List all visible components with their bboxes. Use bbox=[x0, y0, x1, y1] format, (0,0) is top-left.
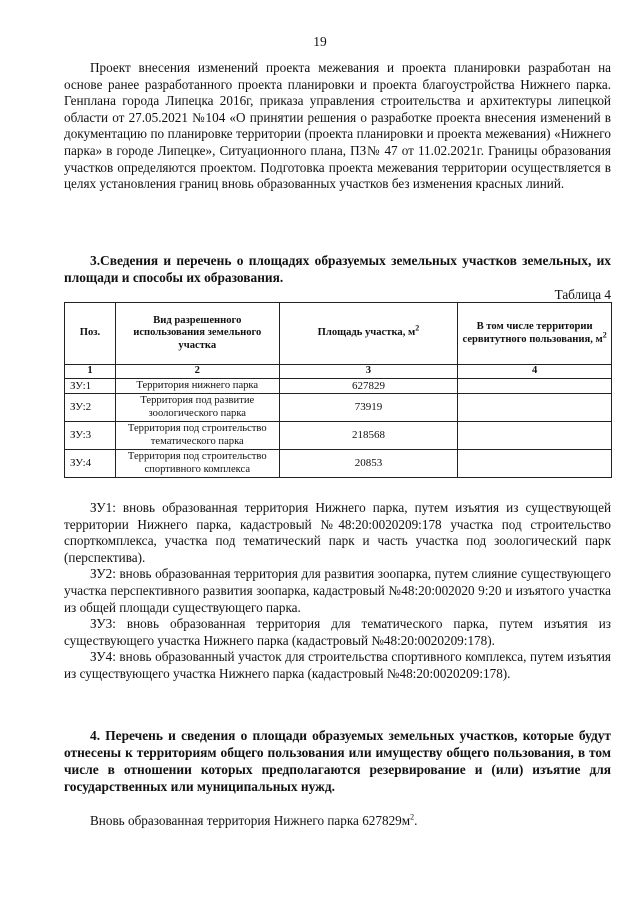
cell-area: 73919 bbox=[279, 394, 458, 422]
cell-use: Территория нижнего парка bbox=[115, 378, 279, 394]
cell-area: 218568 bbox=[279, 422, 458, 450]
intro-paragraph-block bbox=[64, 60, 611, 193]
intro-paragraph: Проект внесения изменений проекта межевания и проекта планировки разработан на основе ранее разработанного проекта планировки и проекта благоустройства Нижнего парка. Генплана города Липецка 2016г, приказа управления строительства и архитектуры липецкой области от 27.05.2021 №104 «О принятии решения о разработке проекта внесения изменений в документацию по планировке территории (проекта планировки и проекта межевания) «Нижнего парка» в городе Липецке», Ситуационного плана, ПЗ№ 47 от 11.02.2021г. Границы образования участков определяются проектом. Подготовка проекта межевания территории осуществляется в целях установления границ вновь образованных участков без изменения красных линий. bbox=[64, 60, 611, 192]
column-number-row bbox=[65, 365, 612, 379]
cell-area: 627829 bbox=[279, 378, 458, 394]
table-row bbox=[65, 394, 612, 422]
cell-use: Территория под строительство спортивного комплекса bbox=[115, 450, 279, 478]
final-statement bbox=[64, 813, 611, 830]
column-number: 2 bbox=[115, 365, 279, 379]
header-area-sup: 2 bbox=[415, 323, 420, 333]
cell-servitude bbox=[458, 450, 612, 478]
cell-servitude bbox=[458, 394, 612, 422]
header-pos: Поз. bbox=[65, 303, 116, 365]
table-row bbox=[65, 450, 612, 478]
header-use: Вид разрешенного использования земельного участка bbox=[115, 303, 279, 365]
cell-pos: ЗУ:1 bbox=[65, 378, 116, 394]
zu2-paragraph: ЗУ2: вновь образованная территория для развития зоопарка, путем слияние существующего участка перспективного развития зоопарка, кадастровый №48:20:002020 9:20 и изъятого участка из общей площади существующего парка. bbox=[64, 566, 611, 615]
header-area bbox=[279, 303, 458, 365]
cell-pos: ЗУ:4 bbox=[65, 450, 116, 478]
cell-use: Территория под развитие зоологического парка bbox=[115, 394, 279, 422]
zu3-paragraph: ЗУ3: вновь образованная территория для тематического парка, путем изъятия из существующего участка Нижнего парка (кадастровый №48:20:0020209:178). bbox=[64, 616, 611, 648]
table-row bbox=[65, 378, 612, 394]
zu4-paragraph: ЗУ4: вновь образованный участок для строительства спортивного комплекса, путем изъятия из существующего участка Нижнего парка (кадастровый №48:20:0020209:178). bbox=[64, 649, 611, 681]
table-header-row bbox=[65, 303, 612, 365]
final-period: . bbox=[414, 813, 418, 828]
page-number: 19 bbox=[313, 34, 327, 49]
header-servitude-sup: 2 bbox=[602, 329, 607, 339]
land-plots-table bbox=[64, 302, 612, 478]
column-number: 1 bbox=[65, 365, 116, 379]
table-row bbox=[65, 422, 612, 450]
cell-use: Территория под строительство тематического парка bbox=[115, 422, 279, 450]
cell-pos: ЗУ:2 bbox=[65, 394, 116, 422]
column-number: 3 bbox=[279, 365, 458, 379]
cell-area: 20853 bbox=[279, 450, 458, 478]
cell-pos: ЗУ:3 bbox=[65, 422, 116, 450]
section-3-heading: 3.Сведения и перечень о площадях образуемых земельных участков земельных, их площади и способы их образования. bbox=[64, 253, 611, 285]
header-area-text: Площадь участка, м bbox=[317, 327, 416, 339]
zu-paragraphs-block bbox=[64, 500, 611, 683]
cell-servitude bbox=[458, 422, 612, 450]
cell-servitude bbox=[458, 378, 612, 394]
final-sup: 2 bbox=[410, 812, 415, 822]
header-servitude bbox=[458, 303, 612, 365]
final-text: Вновь образованная территория Нижнего парка 627829м bbox=[90, 813, 411, 828]
header-servitude-text: В том числе территории сервитутного пользования, м bbox=[462, 321, 603, 345]
section-4-heading: 4. Перечень и сведения о площади образуемых земельных участков, которые будут отнесены к территориям общего пользования или имуществу общего пользования, в том числе в отношении которых предполагаются резервирование и (или) изъятие для государственных или муниципальных нужд. bbox=[64, 728, 611, 794]
zu1-paragraph: ЗУ1: вновь образованная территория Нижнего парка, путем изъятия из существующей территории Нижнего парка, кадастровый №48:20:0020209:178 участка под строительство спорткомплекса, участка под тематический парк и часть участка под зоологический парк (перспектива). bbox=[64, 500, 611, 565]
table-caption: Таблица 4 bbox=[554, 287, 611, 302]
column-number: 4 bbox=[458, 365, 612, 379]
